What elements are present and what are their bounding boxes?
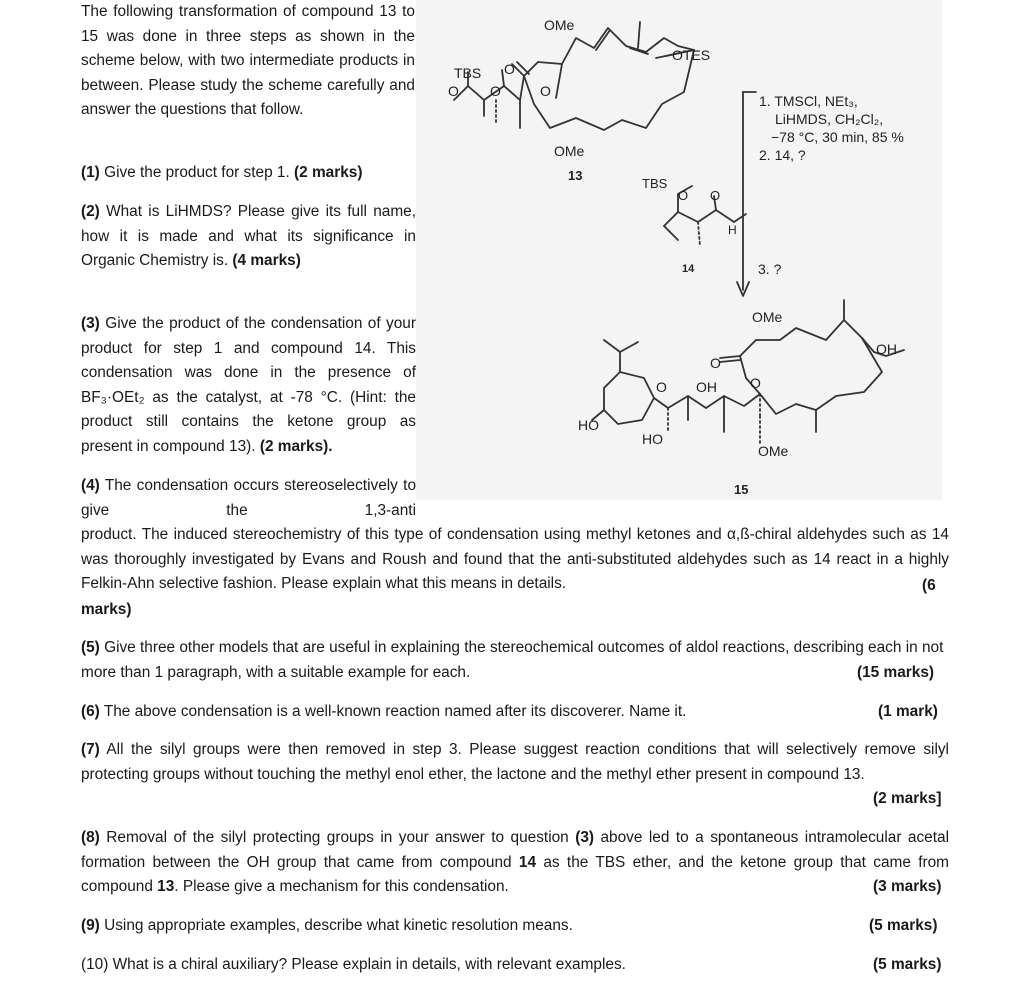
q4-marks-a: (6 [922, 577, 936, 594]
label-step-3: 3. ? [758, 261, 782, 277]
question-5 [81, 636, 951, 685]
q8-text-c: as the TBS ether, and the ketone group that came from compound [81, 853, 949, 896]
question-8 [81, 826, 949, 900]
q4-text-a: The condensation occurs stereoselectively to give the 1,3-anti [81, 477, 416, 519]
label-o-14b: O [710, 188, 721, 203]
question-9 [81, 914, 841, 939]
q9-number: (9) [81, 917, 100, 934]
q6-number: (6) [81, 703, 100, 720]
label-ome-15top: OMe [752, 309, 783, 325]
step1-line3: −78 °C, 30 min, 85 % [771, 129, 904, 145]
question-2 [81, 200, 416, 274]
q9-marks: (5 marks) [869, 917, 938, 934]
q2-marks: (4 marks) [232, 252, 301, 270]
label-ome-top: OMe [544, 17, 575, 33]
q3-number: (3) [81, 315, 100, 332]
step1-line1: 1. TMSCl, NEt₃, [759, 93, 858, 109]
q7-number: (7) [81, 741, 100, 758]
q5-text: Give three other models that are useful in explaining the stereochemical outcomes of aldol reactions, describing each in not more than 1 paragraph, with a suitable example for each. [81, 639, 944, 681]
label-oh-15: OH [876, 341, 897, 357]
label-o-13c: O [490, 83, 501, 99]
q3-text: Give the product of the condensation of your product for step 1 and compound 14. This condensation was done in the presence of BF₃·OEt₂ as the catalyst, at -78 °C. (Hint: the product still contains the ketone group as present in compound 13). [81, 315, 416, 455]
q2-text: What is LiHMDS? Please give its full name, how it is made and what its significance in Organic Chemistry is. [81, 203, 416, 270]
q8-text-a: Removal of the silyl protecting groups in your answer to question [106, 829, 576, 846]
question-1 [81, 161, 416, 186]
step-1-2-conditions [759, 92, 904, 164]
label-oh-15b: OH [696, 379, 717, 395]
q1-text: Give the product for step 1. [104, 164, 290, 181]
label-h-14: H [728, 223, 737, 237]
q4-marks-b: marks) [81, 601, 132, 618]
q10-marks: (5 marks) [873, 956, 942, 973]
question-3 [81, 312, 416, 460]
q5-number: (5) [81, 639, 100, 656]
label-compound-13: 13 [568, 168, 583, 183]
label-compound-15: 15 [734, 482, 749, 497]
label-o-15a: O [710, 355, 721, 371]
label-tbs-13: TBS [454, 65, 482, 81]
question-7 [81, 738, 949, 787]
label-ome-15: OMe [758, 443, 789, 459]
q8-text-d: . Please give a mechanism for this condensation. [174, 878, 509, 896]
label-ome-13: OMe [554, 143, 585, 159]
label-ho-15a: HO [578, 417, 599, 433]
q8-number: (8) [81, 829, 100, 846]
scheme-drawing [416, 0, 942, 500]
q9-text: Using appropriate examples, describe what kinetic resolution means. [104, 917, 573, 934]
label-o-13b: O [448, 83, 459, 99]
q7-text: All the silyl groups were then removed in step 3. Please suggest reaction conditions that will selectively remove silyl protecting groups without touching the methyl enol ether, the lactone and the methyl ether present in compound 13. [81, 741, 949, 783]
q8-text-b: above led to a spontaneous intramolecular acetal formation between the OH group that came from compound [81, 829, 949, 871]
q7-marks: (2 marks] [873, 790, 942, 807]
label-o-13d: O [540, 83, 551, 99]
label-otes: OTES [672, 47, 711, 63]
label-o-14a: O [678, 188, 689, 203]
q8-compound-13: 13 [157, 878, 175, 896]
q10-number: (10) [81, 956, 109, 973]
q8-ref: (3) [575, 829, 595, 846]
q1-marks: (2 marks) [294, 164, 363, 181]
q8-marks: (3 marks) [873, 878, 942, 895]
question-4-body [81, 523, 949, 597]
label-o-15c: O [750, 375, 761, 391]
q4-text-b: product. The induced stereochemistry of this type of condensation using methyl ketones and α,ß-chiral aldehydes such as 14 was thoroughly investigated by Evans and Roush and found that the anti-substituted aldehydes such as 14 react in a highly Felkin-Ahn selective fashion. Please explain what this means in details. [81, 526, 949, 593]
question-4-lead [81, 474, 416, 523]
question-6 [81, 700, 841, 725]
q4-number: (4) [81, 477, 100, 494]
reaction-scheme [416, 0, 942, 500]
intro-paragraph: The following transformation of compound 13 to 15 was done in three steps as shown in the scheme below, with two intermediate products in between. Please study the scheme carefully and answer the questions that follow. [81, 3, 415, 119]
label-ho-15b: HO [642, 431, 663, 447]
label-o-15b: O [656, 379, 667, 395]
label-o-13a: O [504, 61, 515, 77]
q6-marks: (1 mark) [878, 703, 938, 720]
q10-text: What is a chiral auxiliary? Please explain in details, with relevant examples. [112, 956, 626, 973]
q1-number: (1) [81, 164, 100, 181]
step1-line2: LiHMDS, CH₂Cl₂, [775, 111, 884, 127]
q6-text: The above condensation is a well-known reaction named after its discoverer. Name it. [103, 703, 687, 720]
q2-number: (2) [81, 203, 100, 220]
label-tbs-14: TBS [642, 176, 668, 191]
q5-marks: (15 marks) [857, 664, 934, 681]
label-compound-14: 14 [682, 263, 695, 275]
question-10 [81, 953, 841, 978]
step2-line: 2. 14, ? [759, 147, 806, 163]
q8-compound-14: 14 [518, 853, 537, 871]
q3-marks: (2 marks). [259, 437, 333, 455]
